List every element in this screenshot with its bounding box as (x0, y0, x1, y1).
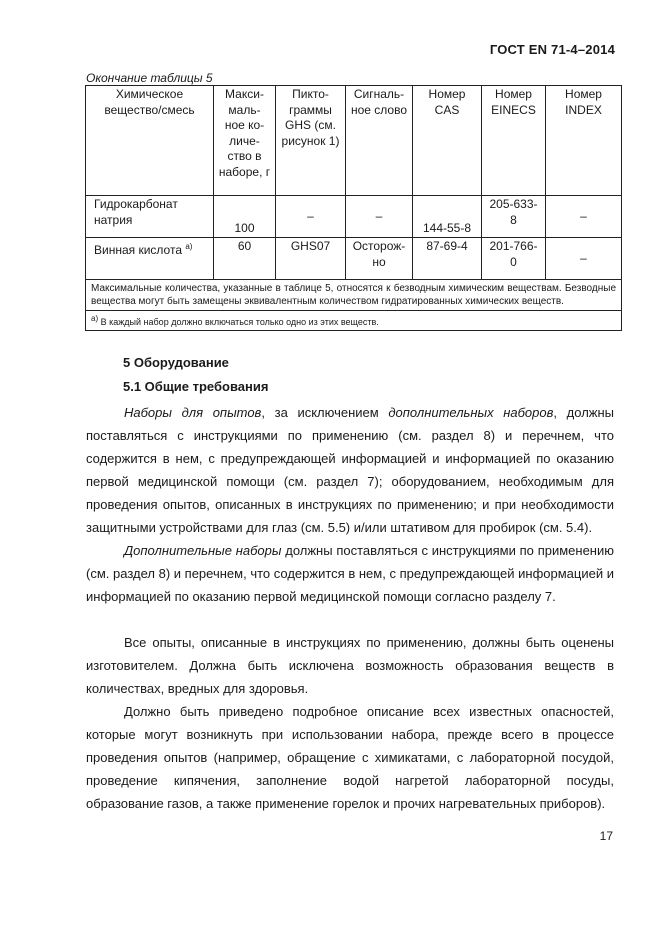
table-note-row (86, 280, 622, 311)
col-header-substance: Химическое вещество/смесь (86, 86, 214, 196)
col-header-cas: Номер CAS (413, 86, 482, 196)
page-number: 17 (599, 829, 613, 843)
cell-pictogram: GHS07 (276, 238, 346, 280)
col-header-index: Номер INDEX (546, 86, 622, 196)
paragraph-1-text-a: , за исключением (261, 405, 389, 420)
paragraph-1-text-b: , должны поставляться с инструкциями по применению (см. раздел 8) и перечнем, что содержится в нем, с предупреждающей информацией и информацией по оказанию первой медицинской помощи (см. раздел 7); оборудованием, необходимым для проведения опытов, описанных в инструкциях по применению; и при необходимости защитными устройствами для глаз (см. 5.5) и/или штативом для пробирок (см. 5.4). (86, 405, 614, 535)
substance-name: Винная кислота (94, 243, 183, 257)
table-note: Максимальные количества, указанные в таблице 5, относятся к безводным химическим веществам. Безводные вещества могут быть замещены эквивалентным количеством гидратированных химических веществ. (86, 280, 622, 311)
col-header-max-qty: Макси- маль- ное ко- личе- ство в наборе, г (214, 86, 276, 196)
cell-substance: Гидрокарбонат натрия (86, 196, 214, 238)
cell-cas: 87-69-4 (413, 238, 482, 280)
table-footnote-row (86, 311, 622, 331)
cell-max-qty: 100 (214, 196, 276, 238)
cell-substance (86, 238, 214, 280)
standard-code: ГОСТ EN 71-4–2014 (489, 42, 615, 57)
paragraph-2-text: должны поставляться с инструкциями по применению (см. раздел 8) и перечнем, что содержится в нем, с предупреждающей информацией и информацией по оказанию первой медицинской помощи согласно разделу 7. (86, 543, 614, 604)
paragraph-3-text: Все опыты, описанные в инструкциях по применению, должны быть оценены изготовителем. Должна быть исключена возможность образования веществ в количествах, вредных для здоровья. (86, 635, 614, 696)
cell-cas: 144-55-8 (413, 196, 482, 238)
cell-signal-word: – (346, 196, 413, 238)
term-experiment-sets: Наборы для опытов (124, 405, 262, 420)
subsection-title: 5.1 Общие требования (123, 379, 269, 394)
col-header-signal-word: Сигналь- ное слово (346, 86, 413, 196)
cell-einecs: 201-766- 0 (482, 238, 546, 280)
table-header-row (86, 86, 622, 196)
paragraph-3 (86, 631, 614, 700)
paragraph-4-text: Должно быть приведено подробное описание всех известных опасностей, которые могут возникнуть при использовании набора, прежде всего в процессе проведения опытов (например, обращение с химикатами, с лабораторной посудой, проведение кипячения, заполнение водой нагретой лабораторной посуды, образование газов, а также применение горелок и прочих нагревательных приборов). (86, 704, 614, 811)
cell-pictogram: – (276, 196, 346, 238)
cell-max-qty: 60 (214, 238, 276, 280)
col-header-pictograms: Пикто- граммы GHS (см. рисунок 1) (276, 86, 346, 196)
term-additional-sets: Дополнительные наборы (124, 543, 282, 558)
cell-signal-word: Осторож- но (346, 238, 413, 280)
cell-einecs: 205-633- 8 (482, 196, 546, 238)
paragraph-1 (86, 401, 614, 539)
footnote-mark: а) (91, 314, 99, 323)
cell-index: – (546, 196, 622, 238)
table-row (86, 238, 622, 280)
section-title: 5 Оборудование (123, 355, 229, 370)
term-additional-sets: дополнительных наборов (388, 405, 554, 420)
table-caption: Окончание таблицы 5 (86, 71, 213, 85)
paragraph-4 (86, 700, 614, 815)
col-header-einecs: Номер EINECS (482, 86, 546, 196)
table-footnote (86, 311, 622, 331)
table-row (86, 196, 622, 238)
cell-index: – (546, 238, 622, 280)
footnote-text: В каждый набор должно включаться только одно из этих веществ. (100, 317, 379, 327)
chemicals-table (85, 85, 622, 331)
footnote-ref: а) (185, 242, 193, 251)
paragraph-2 (86, 539, 614, 608)
